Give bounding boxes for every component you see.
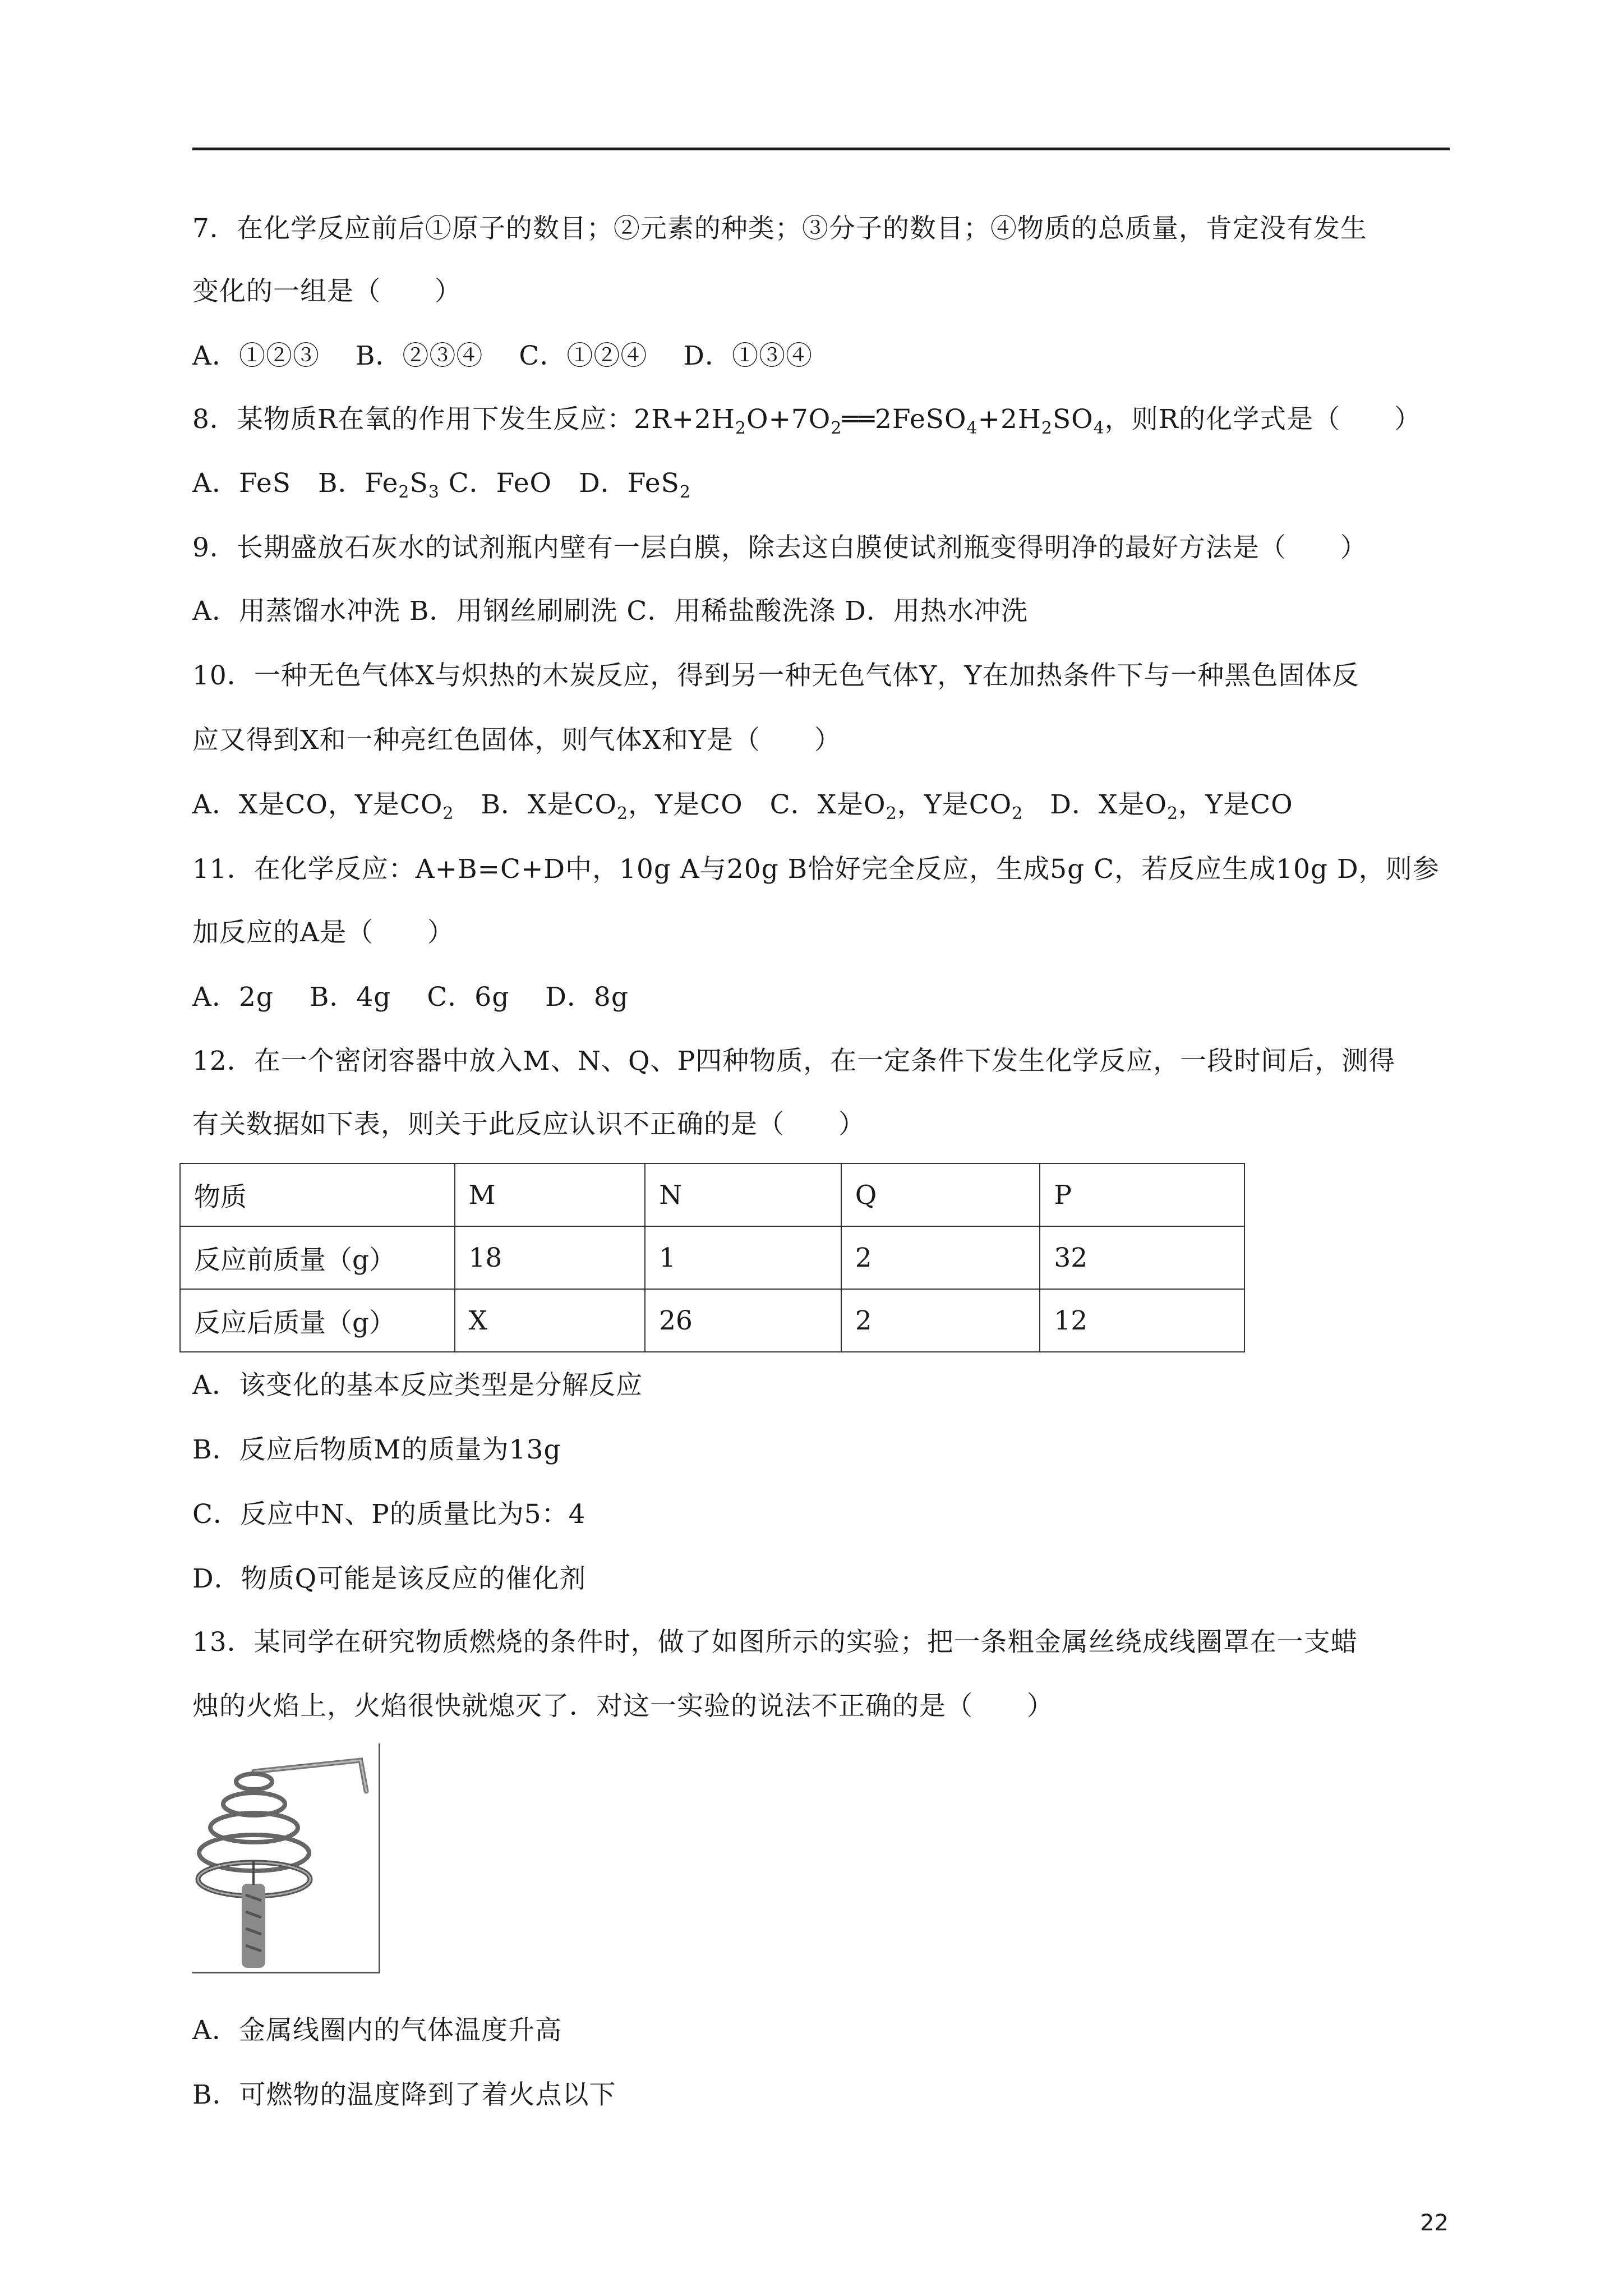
table-row	[180, 1226, 1244, 1289]
q12-option-d: D．物质Q可能是该反应的催化剂	[192, 1563, 587, 1594]
table-header-cell: N	[645, 1163, 841, 1226]
q7-stem-line1: 7．在化学反应前后①原子的数目；②元素的种类；③分子的数目；④物质的总质量，肯定没有发生	[192, 213, 1367, 244]
q11-stem-line2: 加反应的A是（ ）	[192, 917, 454, 948]
table-header-cell: P	[1040, 1163, 1244, 1226]
table-cell: 2	[841, 1226, 1040, 1289]
q13-stem-line2: 烛的火焰上，火焰很快就熄灭了．对这一实验的说法不正确的是（ ）	[192, 1691, 1054, 1722]
q13-stem-line1: 13．某同学在研究物质燃烧的条件时，做了如图所示的实验；把一条粗金属丝绕成线圈罩在一支蜡	[192, 1627, 1358, 1658]
table-header-row	[180, 1163, 1244, 1226]
table-cell: 反应前质量（g）	[180, 1226, 455, 1289]
table-cell: 26	[645, 1289, 841, 1352]
q10-stem-line2: 应又得到X和一种亮红色固体，则气体X和Y是（ ）	[192, 725, 841, 756]
q11-stem-line1: 11．在化学反应：A+B=C+D中，10g A与20g B恰好完全反应，生成5g C，若反应生成10g D，则参	[192, 854, 1440, 885]
table-header-cell: M	[455, 1163, 645, 1226]
q8-options: A．FeS B．$Fe_2S_3$ C．FeO D．FeS$_2$	[192, 468, 691, 502]
q12-option-a: A．该变化的基本反应类型是分解反应	[192, 1370, 643, 1401]
table-row	[180, 1289, 1244, 1352]
table-cell: 18	[455, 1226, 645, 1289]
table-cell: 1	[645, 1226, 841, 1289]
q10-stem-line1: 10．一种无色气体X与炽热的木炭反应，得到另一种无色气体Y，Y在加热条件下与一种黑色固体反	[192, 660, 1359, 691]
page-number: 22	[1420, 2210, 1449, 2236]
table-header-cell: 物质	[180, 1163, 455, 1226]
table-cell: 2	[841, 1289, 1040, 1352]
table-cell: X	[455, 1289, 645, 1352]
q12-stem-line2: 有关数据如下表，则关于此反应认识不正确的是（ ）	[192, 1109, 865, 1140]
header-rule	[192, 148, 1450, 150]
table-header-cell: Q	[841, 1163, 1040, 1226]
table-cell: 32	[1040, 1226, 1244, 1289]
coil-candle-figure	[192, 1743, 380, 1973]
q7-options: A．①②③ B．②③④ C．①②④ D．①③④	[192, 341, 813, 371]
q8-stem: 8．某物质R在氧的作用下发生反应：$2R+2H_2O+7O_2══2FeSO_4+2H_2SO_4$，则R的化学式是（ ）	[192, 404, 1422, 438]
metal-coil-icon	[192, 1743, 380, 1973]
q12-option-c: C．反应中N、P的质量比为5：4	[192, 1499, 586, 1530]
table-cell: 反应后质量（g）	[180, 1289, 455, 1352]
q10-options: A．X是CO，Y是$CO_2$ B．X是$CO_2$，Y是CO C．X是$O_2$，Y是$CO_2$ D．X是$O_2$，Y是CO	[192, 789, 1293, 823]
q13-option-b: B．可燃物的温度降到了着火点以下	[192, 2079, 616, 2110]
q9-stem: 9．长期盛放石灰水的试剂瓶内壁有一层白膜，除去这白膜使试剂瓶变得明净的最好方法是（ ）	[192, 532, 1367, 563]
q9-options: A．用蒸馏水冲洗 B．用钢丝刷刷洗 C．用稀盐酸洗涤 D．用热水冲洗	[192, 596, 1028, 627]
mass-data-table	[179, 1163, 1245, 1352]
q12-option-b: B．反应后物质M的质量为13g	[192, 1434, 561, 1465]
q11-options: A．2g B．4g C．6g D．8g	[192, 982, 629, 1013]
q7-stem-line2: 变化的一组是（ ）	[192, 276, 462, 307]
table-cell: 12	[1040, 1289, 1244, 1352]
q12-stem-line1: 12．在一个密闭容器中放入M、N、Q、P四种物质，在一定条件下发生化学反应，一段时间后，测得	[192, 1046, 1396, 1076]
q13-option-a: A．金属线圈内的气体温度升高	[192, 2015, 562, 2046]
